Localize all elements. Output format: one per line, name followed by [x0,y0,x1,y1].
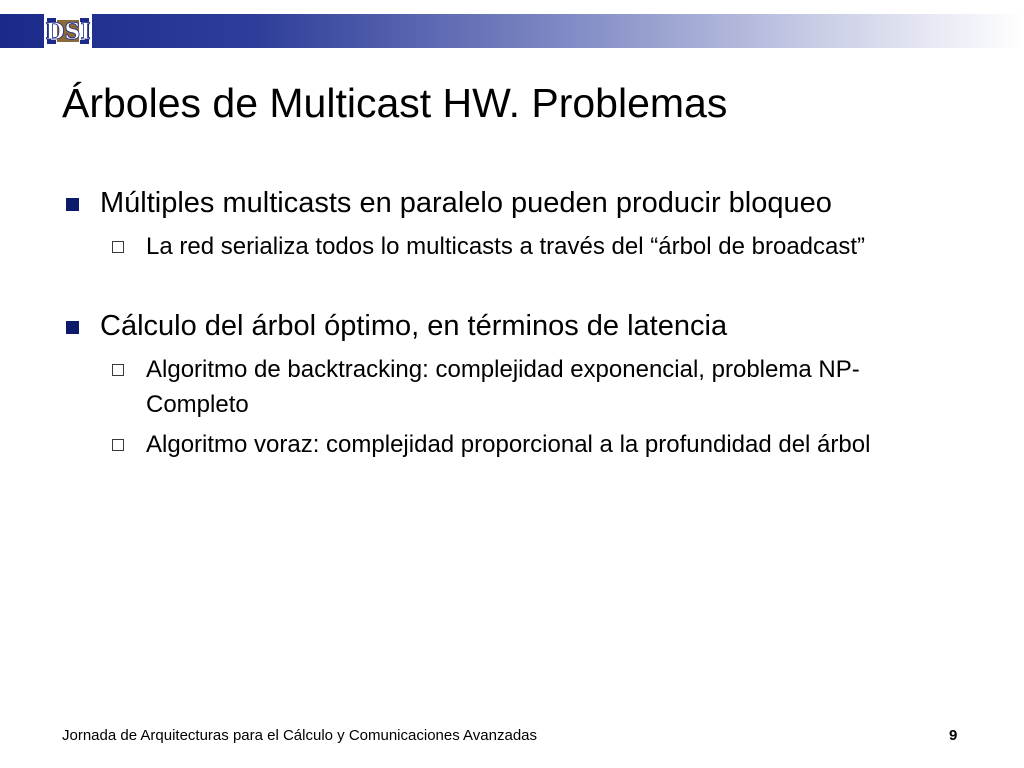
slide-title: Árboles de Multicast HW. Problemas [62,80,728,126]
bullet-square-icon [66,198,79,211]
bullet-1-text: Múltiples multicasts en paralelo pueden producir bloqueo [100,187,832,219]
bullet-box-icon [112,241,124,253]
bullet-square-icon [66,321,79,334]
header-gradient-bar [0,14,1024,48]
page-number: 9 [949,727,958,744]
dsi-logo-icon [44,14,92,48]
bullet-1-sub-1-text: La red serializa todos lo multicasts a través del “árbol de broadcast” [146,233,866,260]
bullet-box-icon [112,439,124,451]
bullet-box-icon [112,364,124,376]
footer-text: Jornada de Arquitecturas para el Cálculo y Comunicaciones Avanzadas [62,727,538,744]
bullet-2-sub-2-text: Algoritmo voraz: complejidad proporcional a la profundidad del árbol [146,431,871,458]
logo-letter: DSI [45,19,91,45]
bullet-2-text: Cálculo del árbol óptimo, en términos de latencia [100,310,728,342]
bullet-2-sub-1-text: Algoritmo de backtracking: complejidad exponencial, problema NP-Completo [146,356,860,418]
